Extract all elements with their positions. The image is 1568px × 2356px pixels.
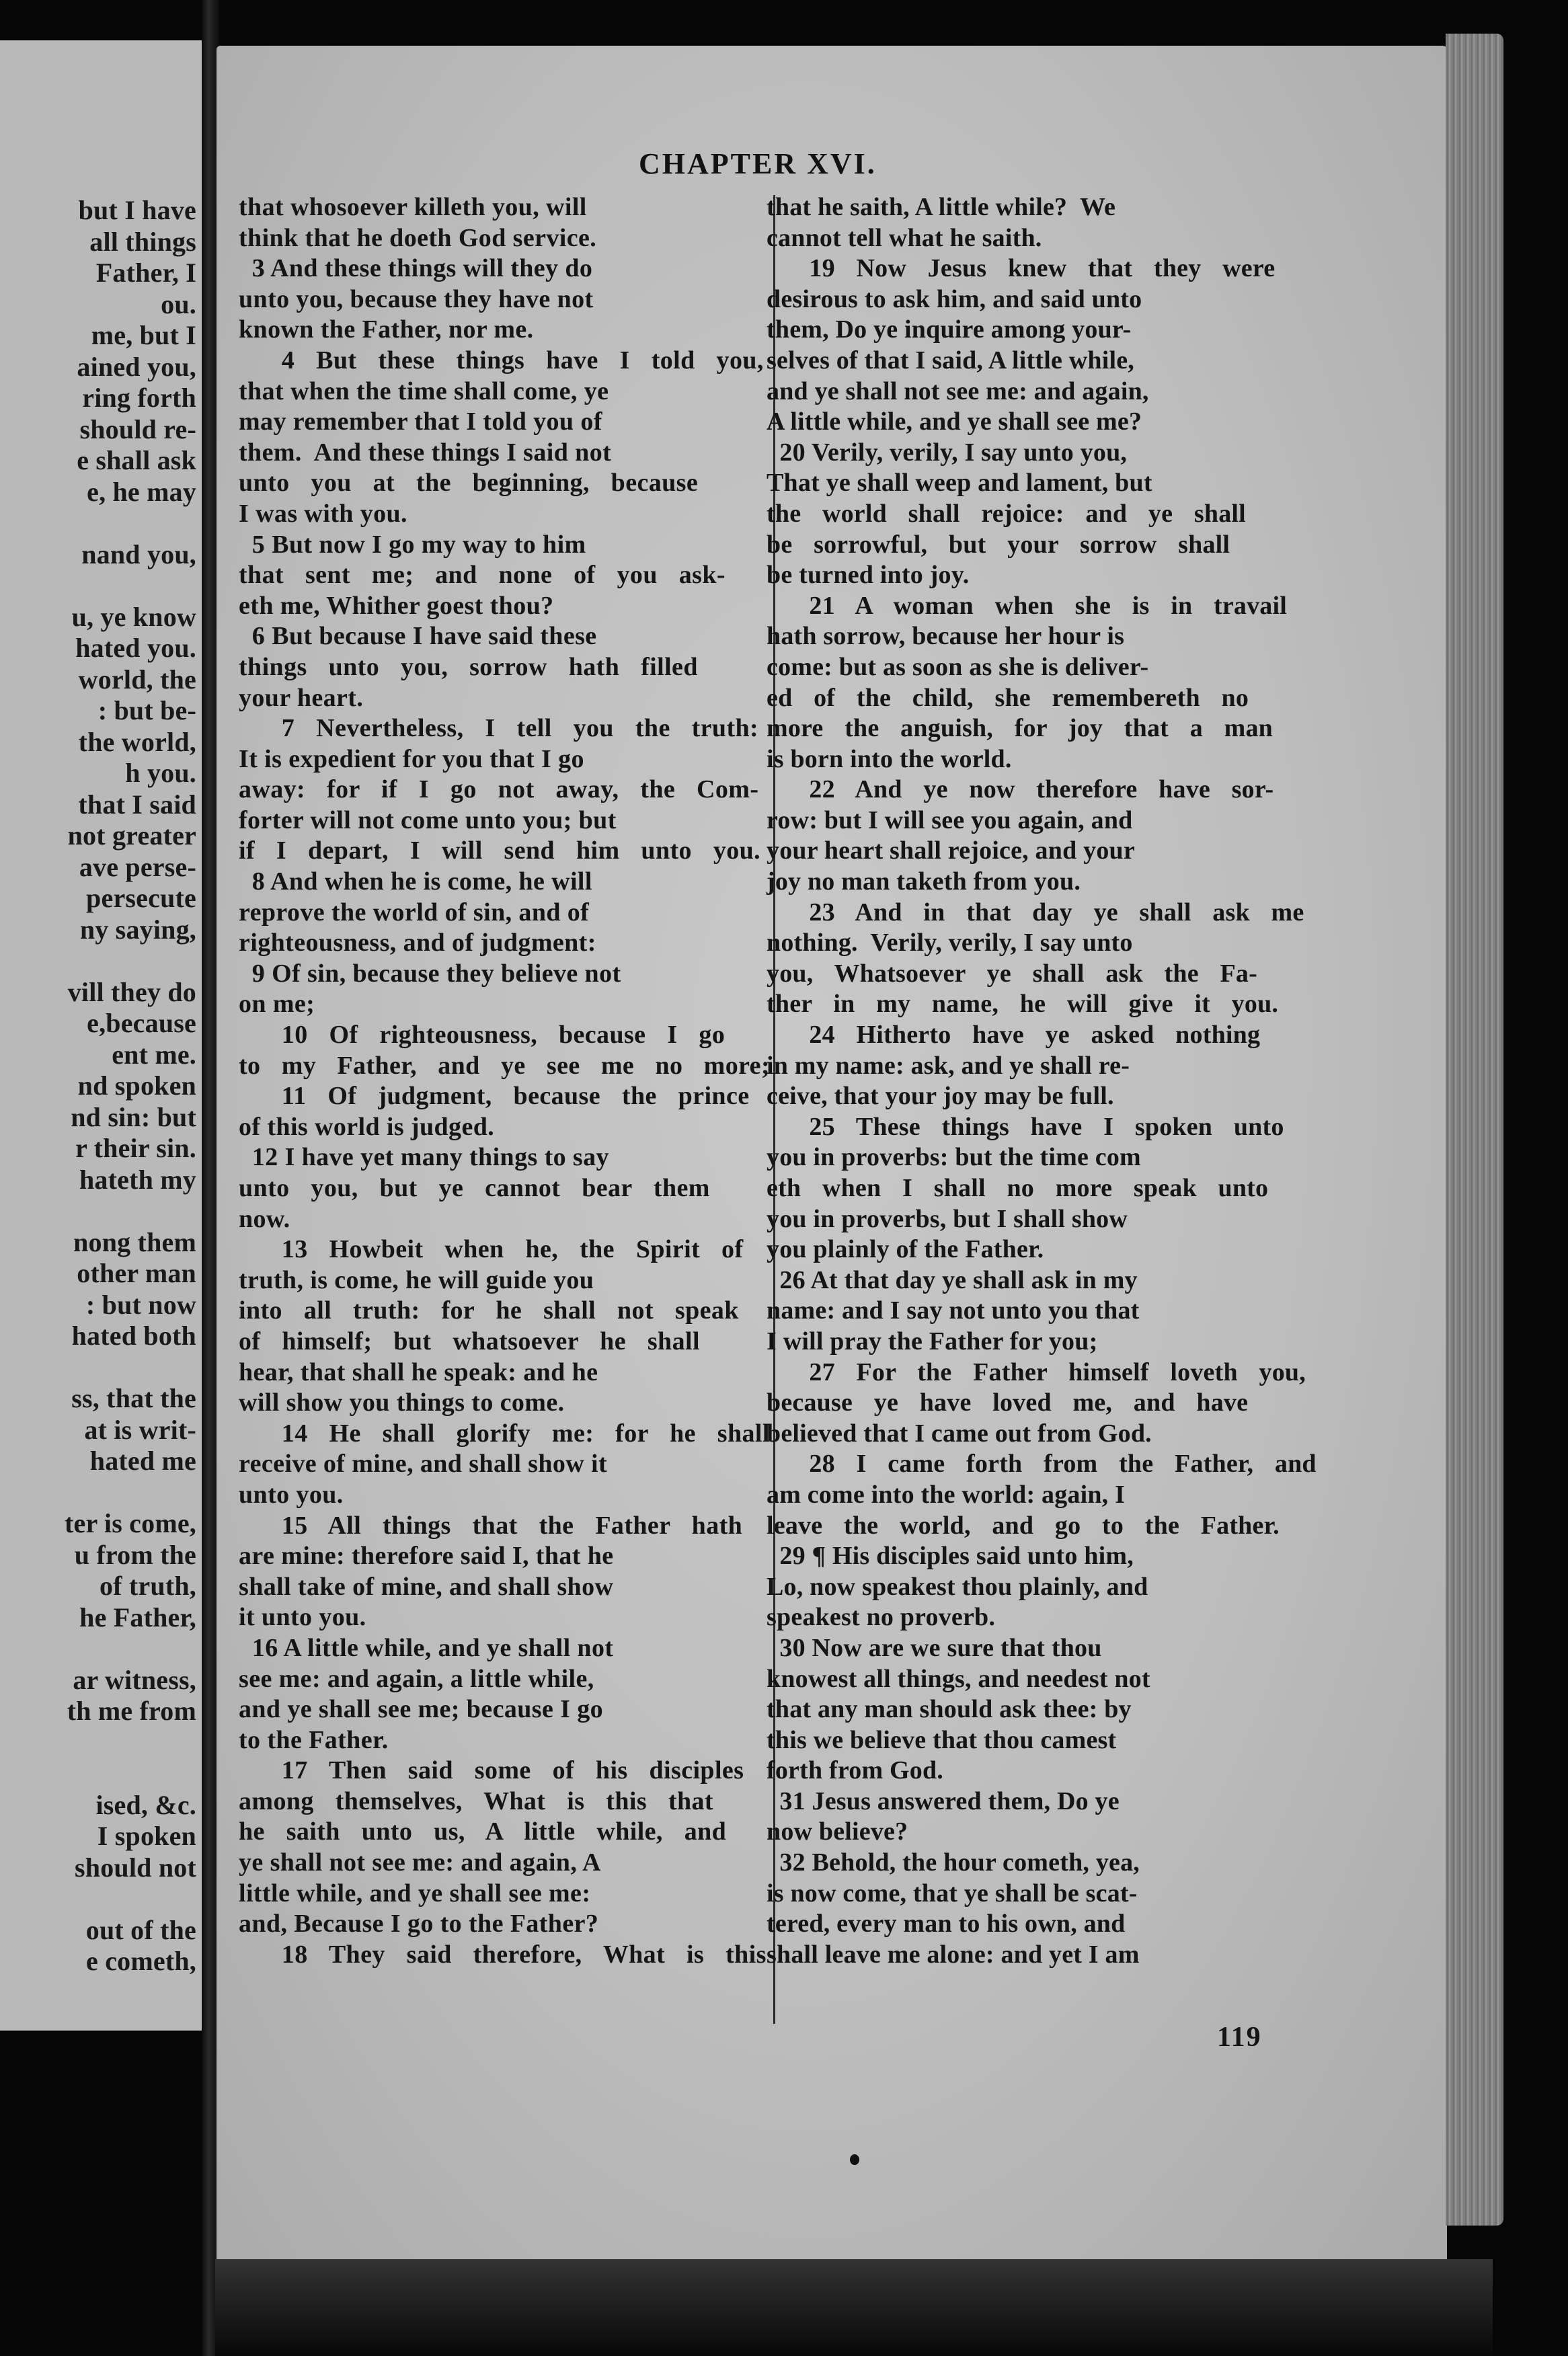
facing-page-line: u from the <box>74 1539 196 1570</box>
text-line: be sorrowful, but your sorrow shall <box>767 530 1230 559</box>
text-line: may remember that I told you of <box>239 407 602 436</box>
text-line: eth me, Whither goest thou? <box>239 591 554 620</box>
text-line: desirous to ask him, and said unto <box>767 284 1142 313</box>
text-line: ye shall not see me: and again, A <box>239 1848 601 1877</box>
text-line: them, Do ye inquire among your- <box>767 315 1132 344</box>
text-line: ceive, that your joy may be full. <box>767 1082 1114 1111</box>
text-line: unto you. <box>239 1480 344 1509</box>
facing-page-line <box>0 508 202 539</box>
text-line: 20 Verily, verily, I say unto you, <box>767 438 1128 467</box>
text-line: row: but I will see you again, and <box>767 806 1133 834</box>
facing-page-line <box>0 1883 202 1915</box>
text-line: knowest all things, and needest not <box>767 1664 1150 1693</box>
facing-page-line: r their sin. <box>75 1133 196 1163</box>
text-line: of this world is judged. <box>239 1112 495 1141</box>
facing-page-line: nd sin: but <box>71 1101 196 1132</box>
facing-page-line: ar witness, <box>73 1664 196 1695</box>
text-line: 22 And ye now therefore have sor- <box>767 775 1274 804</box>
text-line: is now come, that ye shall be scat- <box>767 1879 1138 1908</box>
text-line: unto you, because they have not <box>239 284 594 313</box>
facing-page-line: ny saying, <box>79 914 196 945</box>
facing-page-line <box>0 1477 202 1509</box>
text-line: the world shall rejoice: and ye shall <box>767 499 1246 528</box>
facing-page-line: ave perse- <box>79 851 196 882</box>
facing-page-line: vill they do <box>67 976 196 1007</box>
text-line: think that he doeth God service. <box>239 223 597 252</box>
text-line: this we believe that thou camest <box>767 1725 1117 1754</box>
text-line: forth from God. <box>767 1756 943 1785</box>
text-line: 18 They said therefore, What is this <box>239 1940 767 1969</box>
facing-page-line: hated you. <box>75 633 196 663</box>
text-line: unto you at the beginning, because <box>239 469 699 498</box>
text-line: I was with you. <box>239 499 407 528</box>
facing-page-line: Father, I <box>95 258 196 288</box>
text-line: 15 All things that the Father hath <box>239 1511 743 1540</box>
text-line: leave the world, and go to the Father. <box>767 1511 1280 1540</box>
facing-page-line: but I have <box>78 195 196 225</box>
text-line: 27 For the Father himself loveth you, <box>767 1358 1306 1386</box>
text-line: 8 And when he is come, he will <box>239 867 592 896</box>
facing-page-line: ised, &c. <box>95 1789 196 1820</box>
text-line: receive of mine, and shall show it <box>239 1450 608 1479</box>
text-line: will show you things to come. <box>239 1388 565 1417</box>
text-line: to the Father. <box>239 1725 389 1754</box>
text-line: is born into the world. <box>767 744 1012 773</box>
facing-page-line <box>0 1727 202 1759</box>
text-line: in my name: ask, and ye shall re- <box>767 1051 1130 1080</box>
facing-page-line: at is writ- <box>84 1414 196 1445</box>
text-line: 30 Now are we sure that thou <box>767 1633 1102 1662</box>
text-line: them. And these things I said not <box>239 438 612 467</box>
facing-page-line: u, ye know <box>71 601 196 632</box>
ink-blot <box>850 2154 859 2165</box>
text-column-right <box>767 192 1325 1970</box>
text-line: 3 And these things will they do <box>239 254 593 283</box>
text-line: cannot tell what he saith. <box>767 223 1042 252</box>
facing-page-line: e shall ask <box>77 445 196 475</box>
text-line: come: but as soon as she is deliver- <box>767 652 1149 681</box>
text-line: into all truth: for he shall not speak <box>239 1296 739 1325</box>
text-line: your heart shall rejoice, and your <box>767 836 1135 865</box>
text-line: that any man should ask thee: by <box>767 1695 1132 1724</box>
text-line: righteousness, and of judgment: <box>239 929 596 957</box>
text-line: now believe? <box>767 1817 908 1846</box>
text-line: 31 Jesus answered them, Do ye <box>767 1786 1120 1815</box>
text-line: and ye shall not see me: and again, <box>767 377 1149 405</box>
facing-page-line: should not <box>75 1852 196 1883</box>
text-line: ed of the child, she remembereth no <box>767 683 1249 712</box>
text-line: forter will not come unto you; but <box>239 806 617 834</box>
text-line: 11 Of judgment, because the prince <box>239 1082 750 1111</box>
text-line: shall take of mine, and shall show <box>239 1572 614 1601</box>
text-line: 19 Now Jesus knew that they were <box>767 254 1276 283</box>
text-line: 21 A woman when she is in travail <box>767 591 1288 620</box>
text-line: That ye shall weep and lament, but <box>767 469 1152 498</box>
text-line: ther in my name, he will give it you. <box>767 990 1279 1019</box>
text-line: 26 At that day ye shall ask in my <box>767 1265 1138 1294</box>
text-line: It is expedient for you that I go <box>239 744 584 773</box>
text-line: see me: and again, a little while, <box>239 1664 594 1693</box>
text-line: 29 ¶ His disciples said unto him, <box>767 1542 1134 1571</box>
text-line: 25 These things have I spoken unto <box>767 1112 1284 1141</box>
text-line: more the anguish, for joy that a man <box>767 714 1273 743</box>
text-line: selves of that I said, A little while, <box>767 346 1134 375</box>
facing-page-text <box>0 195 202 1977</box>
text-line: 14 He shall glorify me: for he shall <box>239 1419 770 1448</box>
text-line: you in proverbs: but the time com <box>767 1143 1141 1172</box>
facing-page-line: e cometh, <box>86 1946 196 1976</box>
page-fore-edge <box>1446 34 1503 2226</box>
text-line: because ye have loved me, and have <box>767 1388 1249 1417</box>
text-line: you plainly of the Father. <box>767 1235 1044 1264</box>
facing-page-line <box>0 1195 202 1227</box>
text-line: 23 And in that day ye shall ask me <box>767 898 1304 927</box>
text-line: 9 Of sin, because they believe not <box>239 959 621 988</box>
text-line: of himself; but whatsoever he shall <box>239 1327 700 1356</box>
facing-page-line <box>0 570 202 602</box>
text-line: now. <box>239 1204 290 1233</box>
facing-page-line: that I said <box>78 789 196 820</box>
facing-page-line: he Father, <box>79 1602 196 1633</box>
facing-page-line: the world, <box>78 726 196 757</box>
text-line: A little while, and ye shall see me? <box>767 407 1142 436</box>
facing-page-line: not greater <box>67 820 196 851</box>
text-line: on me; <box>239 990 315 1019</box>
facing-page-line: persecute <box>86 883 196 913</box>
facing-page-line: I spoken <box>97 1821 196 1851</box>
text-line: 16 A little while, and ye shall not <box>239 1633 614 1662</box>
facing-page-line: hated me <box>89 1446 196 1476</box>
facing-page-line: hateth my <box>79 1164 196 1195</box>
text-line: to my Father, and ye see me no more; <box>239 1051 770 1080</box>
text-line: am come into the world: again, I <box>767 1480 1126 1509</box>
text-line: away: for if I go not away, the Com- <box>239 775 759 804</box>
facing-page-line <box>0 1633 202 1665</box>
text-line: he saith unto us, A little while, and <box>239 1817 727 1846</box>
text-line: hath sorrow, because her hour is <box>767 622 1125 651</box>
text-line: believed that I came out from God. <box>767 1419 1152 1448</box>
text-line: speakest no proverb. <box>767 1603 996 1632</box>
text-line: hear, that shall he speak: and he <box>239 1358 598 1386</box>
facing-page-left <box>0 40 206 2031</box>
text-line: 32 Behold, the hour cometh, yea, <box>767 1848 1140 1877</box>
facing-page-line: world, the <box>78 664 196 695</box>
text-line: 12 I have yet many things to say <box>239 1143 609 1172</box>
facing-page-line <box>0 945 202 977</box>
facing-page-line: should re- <box>79 414 196 444</box>
facing-page-line: of truth, <box>99 1571 196 1601</box>
text-line: little while, and ye shall see me: <box>239 1879 591 1908</box>
text-line: joy no man taketh from you. <box>767 867 1081 896</box>
text-line: you, Whatsoever ye shall ask the Fa- <box>767 959 1257 988</box>
text-line: 24 Hitherto have ye asked nothing <box>767 1021 1261 1050</box>
text-line: unto you, but ye cannot bear them <box>239 1174 710 1202</box>
text-line: 13 Howbeit when he, the Spirit of <box>239 1235 744 1264</box>
text-line: shall leave me alone: and yet I am <box>767 1940 1140 1969</box>
text-line: 28 I came forth from the Father, and <box>767 1450 1317 1479</box>
text-line: Lo, now speakest thou plainly, and <box>767 1572 1148 1601</box>
text-line: if I depart, I will send him unto you. <box>239 836 761 865</box>
facing-page-line: ou. <box>161 288 196 319</box>
facing-page-line: ained you, <box>77 351 196 382</box>
text-line: 10 Of righteousness, because I go <box>239 1021 726 1050</box>
facing-page-line: : but now <box>85 1289 196 1320</box>
text-line: among themselves, What is this that <box>239 1786 713 1815</box>
facing-page-line: nong them <box>73 1226 196 1257</box>
text-line: known the Father, nor me. <box>239 315 534 344</box>
text-line: eth when I shall no more speak unto <box>767 1174 1269 1202</box>
facing-page-line: all things <box>89 226 196 257</box>
facing-page-line: e, he may <box>87 476 196 507</box>
chapter-heading: CHAPTER XVI. <box>639 147 877 180</box>
bottom-shadow <box>215 2259 1493 2356</box>
facing-page-line <box>0 1352 202 1384</box>
facing-page-line: ent me. <box>112 1039 196 1070</box>
text-line: that he saith, A little while? We <box>767 193 1116 221</box>
facing-page-line: : but be- <box>97 695 196 725</box>
text-line: your heart. <box>239 683 364 712</box>
text-line: it unto you. <box>239 1603 366 1632</box>
facing-page-line: hated both <box>71 1321 196 1351</box>
facing-page-line: ring forth <box>82 383 196 413</box>
text-line: are mine: therefore said I, that he <box>239 1542 614 1571</box>
text-line: things unto you, sorrow hath filled <box>239 652 698 681</box>
facing-page-line: e,because <box>87 1008 196 1038</box>
text-line: nothing. Verily, verily, I say unto <box>767 929 1133 957</box>
text-line: and, Because I go to the Father? <box>239 1910 599 1938</box>
text-line: 17 Then said some of his disciples <box>239 1756 744 1785</box>
facing-page-line: ter is come, <box>64 1508 196 1538</box>
text-column-left <box>239 192 783 1970</box>
facing-page-line: out of the <box>85 1914 196 1945</box>
text-line: name: and I say not unto you that <box>767 1296 1140 1325</box>
facing-page-line: nd spoken <box>77 1070 196 1101</box>
facing-page-line: nand you, <box>81 539 196 570</box>
text-line: tered, every man to his own, and <box>767 1910 1126 1938</box>
facing-page-line: h you. <box>125 758 196 788</box>
facing-page-line: ss, that the <box>71 1383 196 1413</box>
facing-page-line <box>0 1758 202 1790</box>
text-line: 5 But now I go my way to him <box>239 530 586 559</box>
text-line: truth, is come, he will guide you <box>239 1265 594 1294</box>
text-line: 6 But because I have said these <box>239 622 597 651</box>
text-line: 7 Nevertheless, I tell you the truth: <box>239 714 759 743</box>
text-line: and ye shall see me; because I go <box>239 1695 604 1724</box>
facing-page-line: me, but I <box>91 320 196 350</box>
text-line: I will pray the Father for you; <box>767 1327 1098 1356</box>
text-line: that sent me; and none of you ask- <box>239 561 726 590</box>
text-line: be turned into joy. <box>767 561 970 590</box>
facing-page-line: other man <box>77 1258 196 1288</box>
text-line: reprove the world of sin, and of <box>239 898 590 927</box>
text-line: 4 But these things have I told you, <box>239 346 764 375</box>
page-number: 119 <box>1217 2022 1262 2053</box>
text-line: that whosoever killeth you, will <box>239 193 587 221</box>
text-line: you in proverbs, but I shall show <box>767 1204 1128 1233</box>
facing-page-line: th me from <box>67 1696 196 1726</box>
text-line: that when the time shall come, ye <box>239 377 609 405</box>
